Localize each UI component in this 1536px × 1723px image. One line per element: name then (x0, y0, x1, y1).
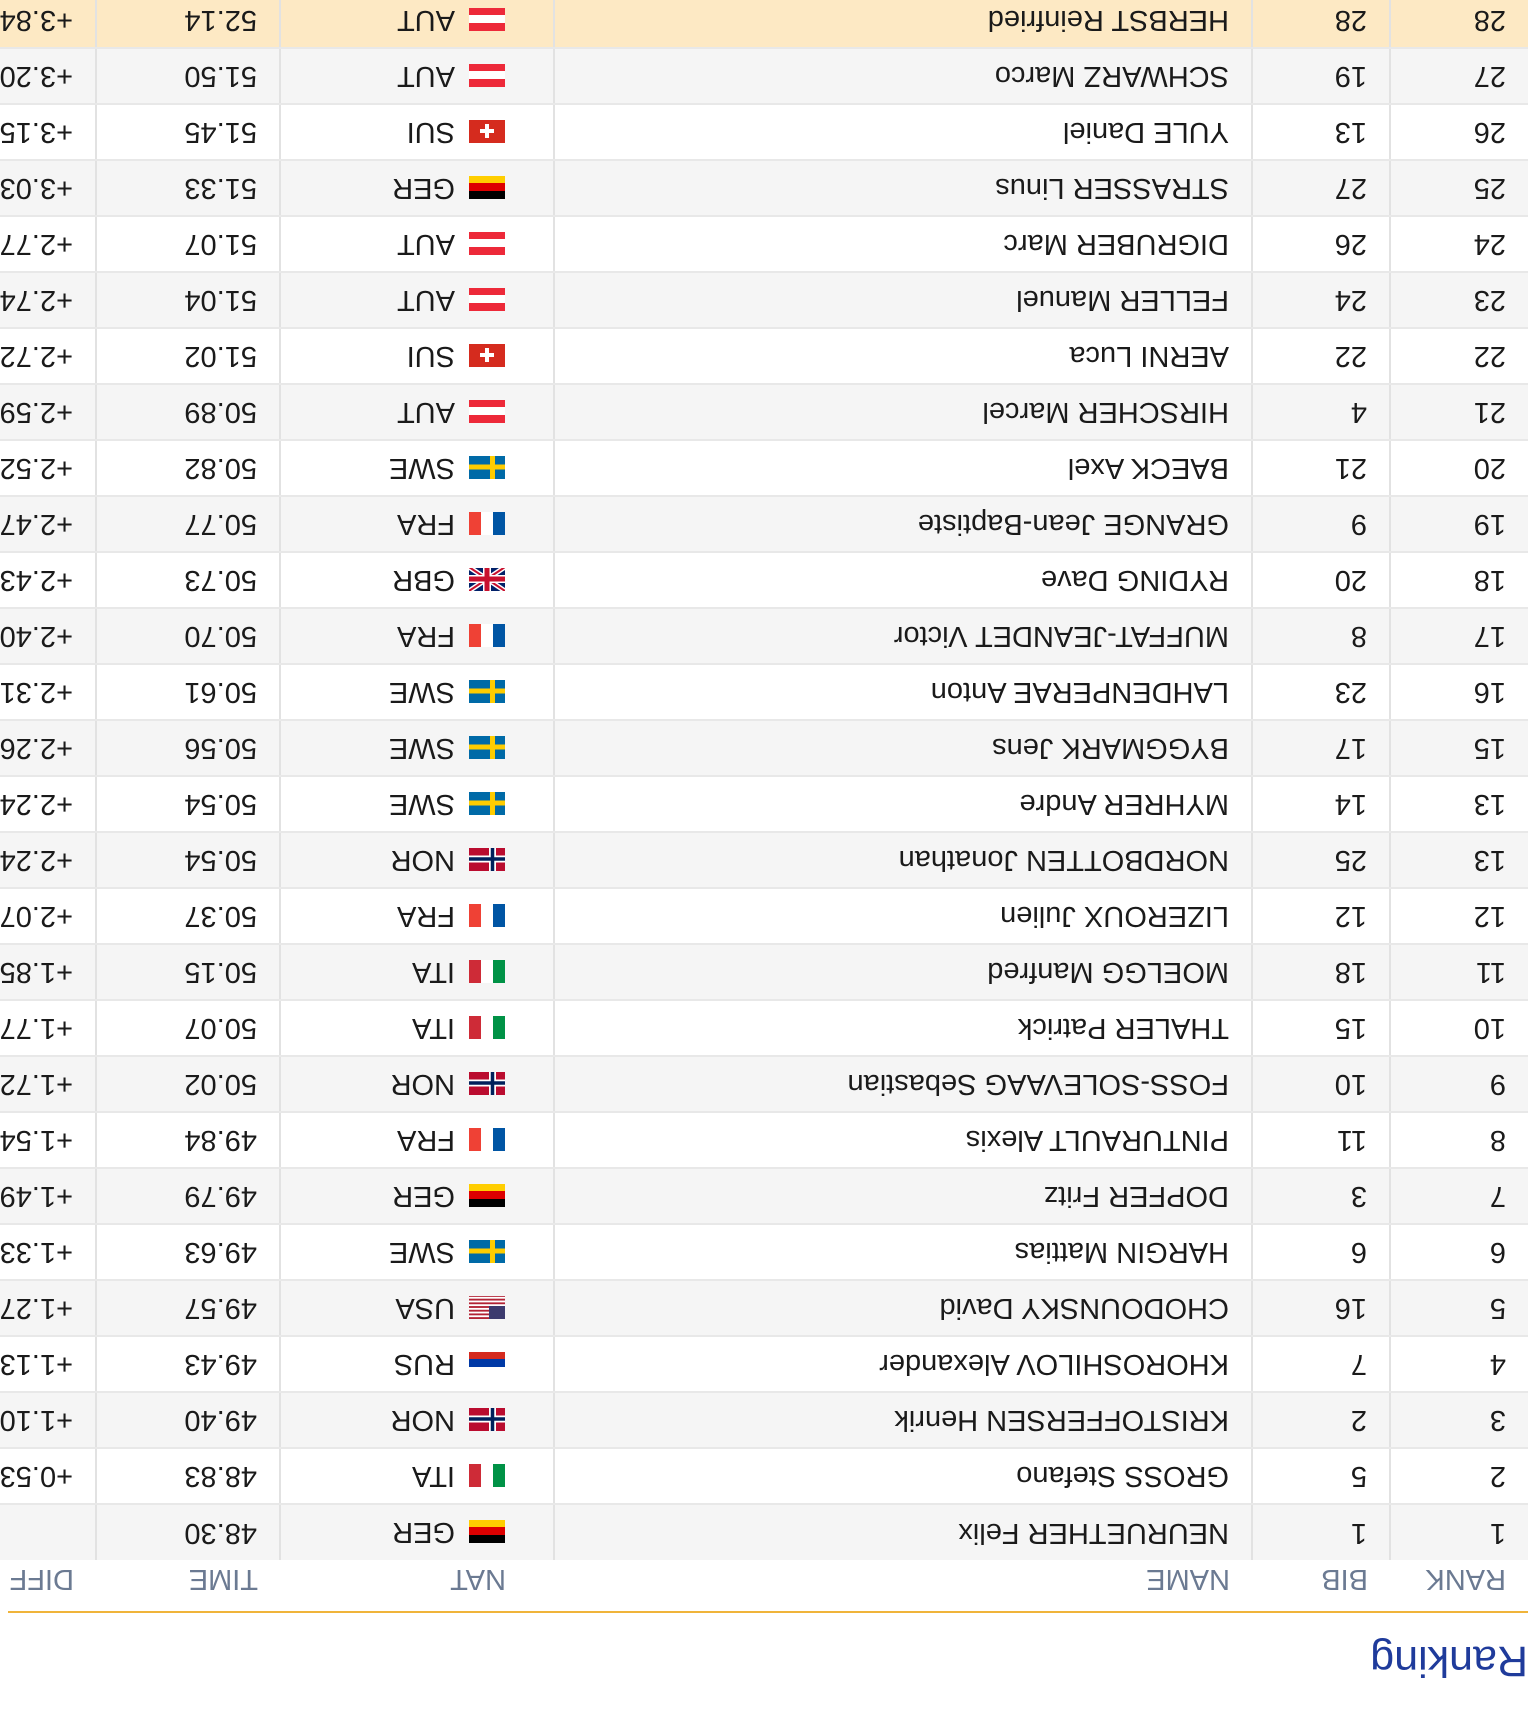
bib-cell: 10 (1252, 1056, 1390, 1112)
table-row[interactable] (0, 160, 1528, 216)
nation-cell (280, 104, 554, 160)
rank-cell: 24 (1390, 216, 1528, 272)
table-row[interactable] (0, 1056, 1528, 1112)
table-row[interactable] (0, 384, 1528, 440)
nation-cell (280, 496, 554, 552)
time-cell: 49.57 (96, 1280, 280, 1336)
nation-code: SUI (406, 340, 455, 373)
nation-cell (280, 1448, 554, 1504)
nation-cell (280, 1392, 554, 1448)
time-cell: 50.56 (96, 720, 280, 776)
table-row[interactable] (0, 1504, 1528, 1560)
bib-cell: 19 (1252, 48, 1390, 104)
norway-flag-icon (469, 1408, 505, 1432)
rank-cell: 25 (1390, 160, 1528, 216)
nation-code: FRA (397, 508, 455, 541)
diff-cell: +3.03 (0, 160, 96, 216)
austria-flag-icon (469, 288, 505, 312)
nation-code: FRA (397, 900, 455, 933)
diff-cell: +2.40 (0, 608, 96, 664)
nation-code: GBR (392, 564, 455, 597)
bib-cell: 4 (1252, 384, 1390, 440)
time-cell: 51.04 (96, 272, 280, 328)
athlete-name-cell: HIRSCHER Marcel (554, 384, 1252, 440)
athlete-name-cell: THALER Patrick (554, 1000, 1252, 1056)
diff-cell: +1.10 (0, 1392, 96, 1448)
bib-cell: 14 (1252, 776, 1390, 832)
nation-code: FRA (397, 620, 455, 653)
diff-cell: +3.20 (0, 48, 96, 104)
nation-cell (280, 1224, 554, 1280)
germany-flag-icon (469, 176, 505, 200)
nation-code: SWE (388, 732, 455, 765)
athlete-name-cell: KHOROSHILOV Alexander (554, 1336, 1252, 1392)
sweden-flag-icon (469, 456, 505, 480)
nation-cell (280, 1336, 554, 1392)
athlete-name-cell: MUFFAT-JEANDET Victor (554, 608, 1252, 664)
time-cell: 49.79 (96, 1168, 280, 1224)
table-row[interactable] (0, 1168, 1528, 1224)
table-row[interactable] (0, 832, 1528, 888)
table-row[interactable] (0, 720, 1528, 776)
nation-code: AUT (397, 4, 455, 37)
athlete-name-cell: BYGGMARK Jens (554, 720, 1252, 776)
nation-code: SUI (406, 116, 455, 149)
athlete-name-cell: BAECK Axel (554, 440, 1252, 496)
austria-flag-icon (469, 64, 505, 88)
bib-cell: 28 (1252, 0, 1390, 48)
bib-cell: 20 (1252, 552, 1390, 608)
bib-cell: 23 (1252, 664, 1390, 720)
diff-cell: +2.72 (0, 328, 96, 384)
france-flag-icon (469, 624, 505, 648)
sweden-flag-icon (469, 736, 505, 760)
bib-cell: 24 (1252, 272, 1390, 328)
germany-flag-icon (469, 1184, 505, 1208)
nation-code: AUT (397, 60, 455, 93)
table-header-row (0, 1560, 1528, 1598)
athlete-name-cell: FOSS-SOLEVAAG Sebastian (554, 1056, 1252, 1112)
nation-code: GER (392, 172, 455, 205)
switzerland-flag-icon (469, 120, 505, 144)
time-cell: 50.02 (96, 1056, 280, 1112)
nation-cell (280, 328, 554, 384)
rank-cell: 2 (1390, 1448, 1528, 1504)
rank-cell: 10 (1390, 1000, 1528, 1056)
diff-cell: +3.15 (0, 104, 96, 160)
time-cell: 50.15 (96, 944, 280, 1000)
time-cell: 48.30 (96, 1504, 280, 1560)
bib-cell: 13 (1252, 104, 1390, 160)
athlete-name-cell: HERBST Reinfried (554, 0, 1252, 48)
table-row[interactable] (0, 608, 1528, 664)
rank-cell: 11 (1390, 944, 1528, 1000)
athlete-name-cell: AERNI Luca (554, 328, 1252, 384)
column-header-rank[interactable]: RANK (1425, 1563, 1506, 1596)
table-row[interactable] (0, 440, 1528, 496)
athlete-name-cell: MYHRER Andre (554, 776, 1252, 832)
time-cell: 50.77 (96, 496, 280, 552)
time-cell: 50.37 (96, 888, 280, 944)
diff-cell: +2.47 (0, 496, 96, 552)
diff-cell: +2.24 (0, 832, 96, 888)
bib-cell: 17 (1252, 720, 1390, 776)
nation-cell (280, 1056, 554, 1112)
nation-code: GER (392, 1516, 455, 1549)
time-cell: 50.82 (96, 440, 280, 496)
athlete-name-cell: YULE Daniel (554, 104, 1252, 160)
diff-cell: +2.26 (0, 720, 96, 776)
time-cell: 50.54 (96, 776, 280, 832)
nation-cell (280, 1280, 554, 1336)
diff-cell: +1.13 (0, 1336, 96, 1392)
time-cell: 50.73 (96, 552, 280, 608)
rank-cell: 13 (1390, 776, 1528, 832)
switzerland-flag-icon (469, 344, 505, 368)
bib-cell: 25 (1252, 832, 1390, 888)
rank-cell: 6 (1390, 1224, 1528, 1280)
bib-cell: 6 (1252, 1224, 1390, 1280)
column-header-nat[interactable]: NAT (450, 1563, 506, 1596)
table-row[interactable] (0, 496, 1528, 552)
usa-flag-icon (469, 1296, 505, 1320)
diff-cell: +1.33 (0, 1224, 96, 1280)
athlete-name-cell: KRISTOFFERSEN Henrik (554, 1392, 1252, 1448)
athlete-name-cell: SCHWARZ Marco (554, 48, 1252, 104)
athlete-name-cell: RYDING Dave (554, 552, 1252, 608)
rank-cell: 16 (1390, 664, 1528, 720)
nation-code: ITA (412, 1012, 455, 1045)
time-cell: 49.43 (96, 1336, 280, 1392)
nation-code: AUT (397, 228, 455, 261)
bib-cell: 2 (1252, 1392, 1390, 1448)
bib-cell: 7 (1252, 1336, 1390, 1392)
bib-cell: 27 (1252, 160, 1390, 216)
nation-cell (280, 1504, 554, 1560)
italy-flag-icon (469, 1464, 505, 1488)
athlete-name-cell: MOELGG Manfred (554, 944, 1252, 1000)
time-cell: 50.70 (96, 608, 280, 664)
nation-code: GER (392, 1180, 455, 1213)
time-cell: 51.50 (96, 48, 280, 104)
rank-cell: 17 (1390, 608, 1528, 664)
table-row[interactable] (0, 48, 1528, 104)
nation-code: ITA (412, 1460, 455, 1493)
rank-cell: 3 (1390, 1392, 1528, 1448)
bib-cell: 21 (1252, 440, 1390, 496)
table-row[interactable] (0, 1280, 1528, 1336)
time-cell: 50.54 (96, 832, 280, 888)
bib-cell: 3 (1252, 1168, 1390, 1224)
bib-cell: 8 (1252, 608, 1390, 664)
norway-flag-icon (469, 1072, 505, 1096)
time-cell: 49.84 (96, 1112, 280, 1168)
time-cell: 51.02 (96, 328, 280, 384)
time-cell: 52.14 (96, 0, 280, 48)
nation-cell (280, 48, 554, 104)
france-flag-icon (469, 904, 505, 928)
norway-flag-icon (469, 848, 505, 872)
diff-cell: +2.77 (0, 216, 96, 272)
table-row[interactable] (0, 1392, 1528, 1448)
russia-flag-icon (469, 1352, 505, 1376)
diff-cell: +2.43 (0, 552, 96, 608)
athlete-name-cell: NEURUETHER Felix (554, 1504, 1252, 1560)
nation-code: SWE (388, 788, 455, 821)
athlete-name-cell: FELLER Manuel (554, 272, 1252, 328)
rank-cell: 12 (1390, 888, 1528, 944)
nation-code: ITA (412, 956, 455, 989)
germany-flag-icon (469, 1520, 505, 1544)
nation-code: SWE (388, 452, 455, 485)
bib-cell: 9 (1252, 496, 1390, 552)
diff-cell: +1.49 (0, 1168, 96, 1224)
nation-cell (280, 552, 554, 608)
nation-cell (280, 384, 554, 440)
diff-cell: +2.74 (0, 272, 96, 328)
rank-cell: 4 (1390, 1336, 1528, 1392)
rank-cell: 9 (1390, 1056, 1528, 1112)
sweden-flag-icon (469, 792, 505, 816)
rank-cell: 7 (1390, 1168, 1528, 1224)
table-row[interactable] (0, 1000, 1528, 1056)
athlete-name-cell: PINTURAULT Alexis (554, 1112, 1252, 1168)
nation-cell (280, 776, 554, 832)
nation-cell (280, 1168, 554, 1224)
rank-cell: 26 (1390, 104, 1528, 160)
athlete-name-cell: LAHDENPERAE Anton (554, 664, 1252, 720)
uk-flag-icon (469, 568, 505, 592)
table-row[interactable] (0, 1448, 1528, 1504)
column-header-diff[interactable]: DIFF (9, 1563, 74, 1596)
athlete-name-cell: NORDBOTTEN Jonathan (554, 832, 1252, 888)
rank-cell: 21 (1390, 384, 1528, 440)
bib-cell: 1 (1252, 1504, 1390, 1560)
table-row[interactable] (0, 664, 1528, 720)
diff-cell: +1.54 (0, 1112, 96, 1168)
nation-cell (280, 160, 554, 216)
time-cell: 51.45 (96, 104, 280, 160)
italy-flag-icon (469, 960, 505, 984)
rank-cell: 19 (1390, 496, 1528, 552)
column-header-time[interactable]: TIME (188, 1563, 258, 1596)
rank-cell: 18 (1390, 552, 1528, 608)
diff-cell: +2.31 (0, 664, 96, 720)
bib-cell: 18 (1252, 944, 1390, 1000)
diff-cell: +0.53 (0, 1448, 96, 1504)
column-header-bib[interactable]: BIB (1321, 1563, 1368, 1596)
nation-code: RUS (393, 1348, 455, 1381)
athlete-name-cell: HARGIN Mattias (554, 1224, 1252, 1280)
nation-cell (280, 720, 554, 776)
title-divider (8, 1611, 1528, 1613)
bib-cell: 16 (1252, 1280, 1390, 1336)
nation-code: NOR (390, 1068, 455, 1101)
table-row[interactable] (0, 104, 1528, 160)
page-title: Ranking (1370, 1637, 1528, 1685)
athlete-name-cell: STRASSER Linus (554, 160, 1252, 216)
diff-cell (0, 1504, 96, 1560)
bib-cell: 5 (1252, 1448, 1390, 1504)
rank-cell: 15 (1390, 720, 1528, 776)
nation-code: FRA (397, 1124, 455, 1157)
nation-cell (280, 272, 554, 328)
rank-cell: 22 (1390, 328, 1528, 384)
france-flag-icon (469, 1128, 505, 1152)
diff-cell: +2.07 (0, 888, 96, 944)
nation-code: SWE (388, 1236, 455, 1269)
austria-flag-icon (469, 400, 505, 424)
athlete-name-cell: DOPFER Fritz (554, 1168, 1252, 1224)
diff-cell: +3.84 (0, 0, 96, 48)
table-row[interactable] (0, 1336, 1528, 1392)
nation-code: SWE (388, 676, 455, 709)
athlete-name-cell: DIGRUBER Marc (554, 216, 1252, 272)
rank-cell: 27 (1390, 48, 1528, 104)
bib-cell: 11 (1252, 1112, 1390, 1168)
austria-flag-icon (469, 232, 505, 256)
diff-cell: +1.27 (0, 1280, 96, 1336)
table-row[interactable] (0, 0, 1528, 48)
nation-cell (280, 832, 554, 888)
nation-cell (280, 944, 554, 1000)
nation-cell (280, 440, 554, 496)
diff-cell: +2.59 (0, 384, 96, 440)
table-row[interactable] (0, 1224, 1528, 1280)
table-row[interactable] (0, 552, 1528, 608)
table-row[interactable] (0, 944, 1528, 1000)
rank-cell: 23 (1390, 272, 1528, 328)
time-cell: 49.40 (96, 1392, 280, 1448)
athlete-name-cell: LIZEROUX Julien (554, 888, 1252, 944)
nation-cell (280, 664, 554, 720)
italy-flag-icon (469, 1016, 505, 1040)
rank-cell: 28 (1390, 0, 1528, 48)
table-row[interactable] (0, 272, 1528, 328)
austria-flag-icon (469, 8, 505, 32)
rank-cell: 1 (1390, 1504, 1528, 1560)
athlete-name-cell: GRANGE Jean-Baptiste (554, 496, 1252, 552)
nation-cell (280, 0, 554, 48)
time-cell: 50.89 (96, 384, 280, 440)
athlete-name-cell: GROSS Stefano (554, 1448, 1252, 1504)
time-cell: 49.63 (96, 1224, 280, 1280)
diff-cell: +1.85 (0, 944, 96, 1000)
diff-cell: +1.77 (0, 1000, 96, 1056)
nation-cell (280, 608, 554, 664)
table-row[interactable] (0, 216, 1528, 272)
nation-code: AUT (397, 396, 455, 429)
time-cell: 50.61 (96, 664, 280, 720)
athlete-name-cell: CHODOUNSKY David (554, 1280, 1252, 1336)
bib-cell: 26 (1252, 216, 1390, 272)
diff-cell: +2.52 (0, 440, 96, 496)
bib-cell: 15 (1252, 1000, 1390, 1056)
time-cell: 51.07 (96, 216, 280, 272)
diff-cell: +1.72 (0, 1056, 96, 1112)
nation-code: NOR (390, 844, 455, 877)
nation-cell (280, 216, 554, 272)
bib-cell: 22 (1252, 328, 1390, 384)
table-row[interactable] (0, 1112, 1528, 1168)
table-row[interactable] (0, 776, 1528, 832)
sweden-flag-icon (469, 680, 505, 704)
sweden-flag-icon (469, 1240, 505, 1264)
nation-code: AUT (397, 284, 455, 317)
nation-cell (280, 888, 554, 944)
rank-cell: 13 (1390, 832, 1528, 888)
diff-cell: +2.24 (0, 776, 96, 832)
nation-cell (280, 1000, 554, 1056)
time-cell: 51.33 (96, 160, 280, 216)
rank-cell: 5 (1390, 1280, 1528, 1336)
rank-cell: 8 (1390, 1112, 1528, 1168)
table-row[interactable] (0, 888, 1528, 944)
table-row[interactable] (0, 328, 1528, 384)
nation-cell (280, 1112, 554, 1168)
time-cell: 48.83 (96, 1448, 280, 1504)
nation-code: NOR (390, 1404, 455, 1437)
time-cell: 50.07 (96, 1000, 280, 1056)
rank-cell: 20 (1390, 440, 1528, 496)
nation-code: USA (395, 1292, 455, 1325)
column-header-name[interactable]: NAME (1146, 1563, 1230, 1596)
bib-cell: 12 (1252, 888, 1390, 944)
france-flag-icon (469, 512, 505, 536)
